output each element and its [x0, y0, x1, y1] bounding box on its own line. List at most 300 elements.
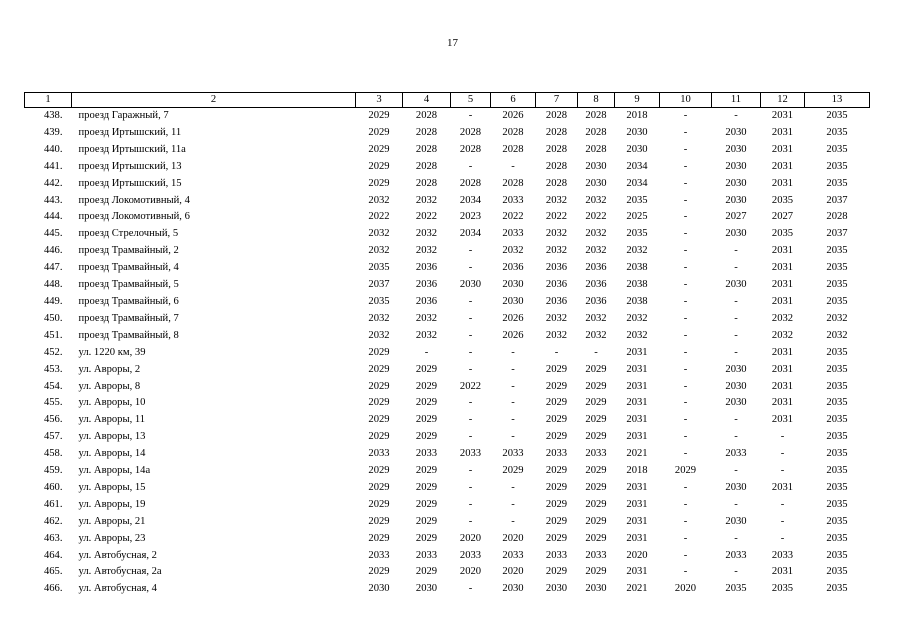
year-cell: 2034 [459, 228, 482, 240]
schedule-table [24, 92, 870, 598]
year-cell: 2035 [826, 566, 848, 578]
year-cell: 2030 [585, 160, 607, 172]
table-row [25, 328, 870, 345]
year-cell: 2032 [368, 245, 390, 257]
year-cell: 2034 [626, 160, 648, 172]
year-cell: 2033 [585, 549, 607, 561]
year-cell: 2028 [415, 177, 438, 189]
address-cell: ул. Автобусная, 4 [78, 583, 157, 595]
table-row [25, 429, 870, 446]
year-cell: 2035 [826, 448, 848, 460]
row-number: 439. [43, 126, 63, 138]
year-cell: 2028 [545, 177, 568, 189]
year-cell: 2033 [585, 448, 607, 460]
year-cell: - [511, 160, 515, 172]
year-cell: - [734, 312, 738, 324]
year-cell: - [468, 295, 473, 307]
table-row [25, 193, 870, 210]
year-cell: 2031 [626, 380, 648, 392]
year-cell: 2031 [771, 397, 794, 409]
address-cell: проезд Локомотивный, 4 [78, 194, 190, 206]
year-cell: - [683, 312, 688, 324]
year-cell: 2029 [368, 110, 390, 121]
year-cell: - [511, 498, 515, 510]
row-number: 448. [43, 279, 63, 291]
table-row [25, 480, 870, 497]
address-cell: ул. Авроры, 21 [78, 515, 146, 527]
year-cell: 2035 [826, 498, 848, 510]
year-cell: 2031 [626, 346, 648, 358]
year-cell: 2030 [725, 143, 747, 155]
year-cell: - [780, 498, 785, 510]
year-cell: - [468, 583, 473, 595]
year-cell: 2022 [415, 211, 438, 223]
address-cell: проезд Стрелочный, 5 [78, 228, 179, 240]
year-cell: - [468, 498, 473, 510]
year-cell: 2029 [368, 532, 390, 544]
year-cell: 2029 [368, 431, 390, 443]
year-cell: 2029 [585, 481, 607, 493]
year-cell: - [468, 414, 473, 426]
year-cell: 2032 [415, 312, 438, 324]
year-cell: - [468, 245, 473, 257]
year-cell: - [683, 532, 688, 544]
year-cell: 2029 [368, 515, 390, 527]
year-cell: 2033 [415, 549, 438, 561]
address-cell: ул. Авроры, 19 [78, 498, 146, 510]
year-cell: 2033 [502, 448, 524, 460]
row-number: 441. [43, 160, 63, 172]
table-row [25, 362, 870, 379]
year-cell: - [683, 498, 688, 510]
year-cell: 2031 [771, 177, 794, 189]
address-cell: ул. Авроры, 15 [78, 481, 146, 493]
year-cell: 2021 [626, 583, 648, 595]
year-cell: - [468, 262, 473, 274]
year-cell: 2029 [368, 363, 390, 375]
year-cell: - [511, 346, 515, 358]
row-number: 442. [43, 177, 63, 189]
year-cell: 2029 [585, 532, 607, 544]
year-cell: - [683, 566, 688, 578]
year-cell: 2032 [626, 329, 648, 341]
column-header: 4 [403, 93, 451, 108]
year-cell: 2035 [826, 532, 848, 544]
year-cell: 2032 [585, 194, 607, 206]
address-cell: ул. Авроры, 13 [78, 431, 146, 443]
year-cell: 2031 [626, 481, 648, 493]
year-cell: 2028 [502, 177, 524, 189]
year-cell: - [683, 194, 688, 206]
row-number: 449. [43, 295, 63, 307]
year-cell: - [683, 262, 688, 274]
year-cell: 2036 [585, 295, 607, 307]
year-cell: 2036 [545, 279, 568, 291]
year-cell: 2029 [585, 515, 607, 527]
address-cell: проезд Иртышский, 15 [78, 177, 182, 189]
year-cell: 2029 [368, 566, 390, 578]
table-body [25, 108, 870, 599]
year-cell: 2032 [368, 194, 390, 206]
year-cell: - [468, 431, 473, 443]
year-cell: 2028 [545, 110, 568, 121]
table-row [25, 209, 870, 226]
year-cell: 2032 [826, 312, 848, 324]
row-number: 445. [43, 228, 63, 240]
year-cell: 2022 [585, 211, 607, 223]
year-cell: 2030 [725, 363, 747, 375]
table-row [25, 345, 870, 362]
year-cell: 2031 [771, 143, 794, 155]
column-header: 5 [451, 93, 491, 108]
year-cell: - [683, 481, 688, 493]
year-cell: 2029 [415, 566, 438, 578]
year-cell: 2031 [626, 498, 648, 510]
year-cell: 2028 [502, 126, 524, 138]
year-cell: - [468, 397, 473, 409]
year-cell: - [734, 414, 738, 426]
year-cell: 2029 [415, 431, 438, 443]
table-row [25, 142, 870, 159]
table-row [25, 125, 870, 142]
year-cell: 2033 [725, 549, 747, 561]
row-number: 460. [43, 481, 63, 493]
row-number: 454. [43, 380, 63, 392]
year-cell: 2033 [459, 549, 482, 561]
year-cell: 2032 [545, 194, 568, 206]
year-cell: 2029 [368, 143, 390, 155]
row-number: 446. [43, 245, 63, 257]
year-cell: 2020 [674, 583, 697, 595]
year-cell: 2022 [368, 211, 390, 223]
address-cell: проезд Трамвайный, 4 [78, 262, 179, 274]
year-cell: - [780, 431, 785, 443]
table-row [25, 564, 870, 581]
table-row [25, 548, 870, 565]
year-cell: 2035 [826, 515, 848, 527]
table-row [25, 260, 870, 277]
column-header: 2 [72, 93, 356, 108]
row-number: 444. [43, 211, 63, 223]
address-cell: проезд Иртышский, 13 [78, 160, 182, 172]
row-number: 462. [43, 515, 63, 527]
year-cell: - [734, 110, 738, 121]
year-cell: 2031 [626, 414, 648, 426]
year-cell: 2038 [626, 279, 648, 291]
column-header: 7 [536, 93, 578, 108]
year-cell: - [468, 481, 473, 493]
row-number: 450. [43, 312, 63, 324]
address-cell: ул. Авроры, 8 [78, 380, 141, 392]
year-cell: 2030 [585, 177, 607, 189]
year-cell: 2035 [771, 194, 794, 206]
year-cell: 2030 [725, 160, 747, 172]
year-cell: - [683, 380, 688, 392]
year-cell: 2029 [502, 465, 524, 477]
year-cell: - [683, 346, 688, 358]
address-cell: проезд Иртышский, 11 [78, 126, 182, 138]
address-cell: ул. Автобусная, 2 [78, 549, 157, 561]
column-header: 10 [660, 93, 712, 108]
row-number: 443. [43, 194, 63, 206]
year-cell: 2029 [585, 414, 607, 426]
year-cell: - [511, 431, 515, 443]
year-cell: - [511, 481, 515, 493]
year-cell: 2028 [459, 143, 482, 155]
year-cell: 2036 [545, 295, 568, 307]
year-cell: 2030 [725, 279, 747, 291]
year-cell: 2022 [545, 211, 568, 223]
year-cell: 2032 [415, 228, 438, 240]
year-cell: 2033 [771, 549, 794, 561]
table-row [25, 159, 870, 176]
year-cell: 2035 [826, 110, 848, 121]
year-cell: 2028 [415, 160, 438, 172]
year-cell: 2029 [368, 177, 390, 189]
year-cell: - [468, 160, 473, 172]
year-cell: - [468, 515, 473, 527]
year-cell: 2038 [626, 262, 648, 274]
column-header: 11 [712, 93, 761, 108]
year-cell: - [683, 397, 688, 409]
year-cell: 2032 [585, 228, 607, 240]
year-cell: 2022 [502, 211, 524, 223]
year-cell: - [683, 448, 688, 460]
year-cell: - [734, 498, 738, 510]
year-cell: 2035 [826, 346, 848, 358]
table-row [25, 277, 870, 294]
table-row [25, 395, 870, 412]
year-cell: 2029 [368, 397, 390, 409]
year-cell: 2032 [415, 194, 438, 206]
year-cell: 2023 [459, 211, 482, 223]
year-cell: 2030 [725, 177, 747, 189]
year-cell: - [734, 346, 738, 358]
year-cell: 2022 [459, 380, 482, 392]
year-cell: 2032 [415, 329, 438, 341]
row-number: 452. [43, 346, 63, 358]
year-cell: 2031 [771, 414, 794, 426]
row-number: 451. [43, 329, 63, 341]
year-cell: 2029 [545, 532, 568, 544]
row-number: 455. [43, 397, 63, 409]
year-cell: 2031 [771, 380, 794, 392]
year-cell: 2029 [415, 414, 438, 426]
year-cell: - [780, 448, 785, 460]
year-cell: - [683, 279, 688, 291]
year-cell: 2032 [502, 245, 524, 257]
year-cell: 2027 [771, 211, 794, 223]
table-row [25, 412, 870, 429]
year-cell: 2029 [585, 465, 607, 477]
year-cell: 2027 [725, 211, 747, 223]
year-cell: 2029 [585, 566, 607, 578]
table-row [25, 294, 870, 311]
year-cell: 2020 [502, 532, 524, 544]
year-cell: 2030 [725, 515, 747, 527]
year-cell: - [780, 465, 785, 477]
year-cell: 2035 [826, 481, 848, 493]
address-cell: ул. Авроры, 11 [78, 414, 146, 426]
year-cell: 2029 [674, 465, 697, 477]
year-cell: 2035 [826, 549, 848, 561]
year-cell: 2035 [826, 262, 848, 274]
table-row [25, 497, 870, 514]
year-cell: 2031 [771, 566, 794, 578]
year-cell: 2036 [502, 262, 524, 274]
year-cell: 2029 [368, 346, 390, 358]
year-cell: - [468, 312, 473, 324]
year-cell: 2030 [502, 295, 524, 307]
year-cell: - [424, 346, 429, 358]
year-cell: 2018 [626, 465, 648, 477]
year-cell: 2032 [545, 228, 568, 240]
year-cell: 2029 [585, 380, 607, 392]
year-cell: 2029 [415, 380, 438, 392]
year-cell: 2032 [368, 228, 390, 240]
year-cell: 2029 [415, 481, 438, 493]
year-cell: 2030 [725, 397, 747, 409]
table-row [25, 581, 870, 598]
year-cell: - [468, 363, 473, 375]
year-cell: 2032 [545, 329, 568, 341]
year-cell: - [511, 363, 515, 375]
year-cell: 2030 [502, 279, 524, 291]
year-cell: 2020 [502, 566, 524, 578]
table-row [25, 379, 870, 396]
year-cell: 2035 [826, 177, 848, 189]
year-cell: 2033 [368, 549, 390, 561]
year-cell: 2028 [415, 143, 438, 155]
year-cell: 2034 [626, 177, 648, 189]
year-cell: 2036 [415, 262, 438, 274]
year-cell: 2030 [415, 583, 438, 595]
year-cell: 2030 [626, 143, 648, 155]
year-cell: 2033 [502, 549, 524, 561]
address-cell: ул. Авроры, 2 [78, 363, 141, 375]
year-cell: 2032 [545, 245, 568, 257]
year-cell: - [734, 262, 738, 274]
year-cell: - [468, 465, 473, 477]
year-cell: 2029 [545, 481, 568, 493]
column-header: 8 [578, 93, 615, 108]
column-header: 9 [615, 93, 660, 108]
year-cell: 2032 [545, 312, 568, 324]
address-cell: проезд Трамвайный, 7 [78, 312, 179, 324]
year-cell: 2033 [502, 228, 524, 240]
year-cell: 2031 [771, 363, 794, 375]
table-row [25, 108, 870, 125]
year-cell: 2028 [585, 143, 607, 155]
year-cell: 2029 [368, 498, 390, 510]
year-cell: - [734, 295, 738, 307]
year-cell: - [683, 211, 688, 223]
year-cell: 2031 [771, 160, 794, 172]
table-row [25, 446, 870, 463]
year-cell: 2029 [585, 397, 607, 409]
table-row [25, 243, 870, 260]
year-cell: - [683, 143, 688, 155]
year-cell: 2020 [459, 532, 482, 544]
address-cell: ул. Авроры, 23 [78, 532, 146, 544]
year-cell: 2036 [545, 262, 568, 274]
year-cell: 2029 [415, 515, 438, 527]
year-cell: 2035 [771, 583, 794, 595]
year-cell: - [683, 126, 688, 138]
year-cell: - [683, 549, 688, 561]
year-cell: 2031 [626, 566, 648, 578]
row-number: 465. [43, 566, 63, 578]
year-cell: 2030 [725, 481, 747, 493]
year-cell: 2035 [826, 126, 848, 138]
table-row [25, 531, 870, 548]
address-cell: ул. 1220 км, 39 [78, 346, 146, 358]
year-cell: 2035 [771, 228, 794, 240]
year-cell: 2032 [585, 312, 607, 324]
year-cell: 2031 [771, 295, 794, 307]
year-cell: 2030 [585, 583, 607, 595]
year-cell: 2035 [826, 295, 848, 307]
year-cell: 2025 [626, 211, 648, 223]
year-cell: 2030 [725, 126, 747, 138]
year-cell: 2026 [502, 312, 524, 324]
year-cell: 2031 [771, 245, 794, 257]
year-cell: 2029 [585, 498, 607, 510]
year-cell: 2029 [368, 414, 390, 426]
year-cell: 2032 [826, 329, 848, 341]
year-cell: 2031 [626, 363, 648, 375]
year-cell: 2032 [585, 245, 607, 257]
year-cell: 2028 [545, 160, 568, 172]
year-cell: - [734, 431, 738, 443]
address-cell: проезд Трамвайный, 6 [78, 295, 179, 307]
year-cell: 2033 [545, 549, 568, 561]
year-cell: - [683, 363, 688, 375]
year-cell: 2028 [826, 211, 848, 223]
year-cell: 2032 [415, 245, 438, 257]
year-cell: - [683, 414, 688, 426]
year-cell: 2037 [826, 228, 848, 240]
year-cell: 2030 [725, 228, 747, 240]
address-cell: проезд Трамвайный, 8 [78, 329, 179, 341]
year-cell: 2021 [626, 448, 648, 460]
table-row [25, 514, 870, 531]
table-row [25, 463, 870, 480]
year-cell: - [683, 110, 688, 121]
year-cell: 2030 [502, 583, 524, 595]
year-cell: - [468, 110, 473, 121]
address-cell: проезд Трамвайный, 5 [78, 279, 179, 291]
year-cell: - [683, 329, 688, 341]
year-cell: 2035 [826, 583, 848, 595]
row-number: 459. [43, 465, 63, 477]
year-cell: 2032 [585, 329, 607, 341]
table-row [25, 226, 870, 243]
year-cell: 2031 [771, 126, 794, 138]
year-cell: 2029 [415, 532, 438, 544]
year-cell: 2030 [459, 279, 482, 291]
address-cell: ул. Авроры, 14 [78, 448, 146, 460]
column-header: 1 [25, 93, 72, 108]
year-cell: - [780, 532, 785, 544]
row-number: 438. [43, 110, 63, 121]
year-cell: 2035 [826, 279, 848, 291]
year-cell: 2032 [771, 329, 794, 341]
year-cell: 2030 [626, 126, 648, 138]
table-row [25, 176, 870, 193]
year-cell: 2028 [545, 143, 568, 155]
year-cell: 2035 [725, 583, 747, 595]
